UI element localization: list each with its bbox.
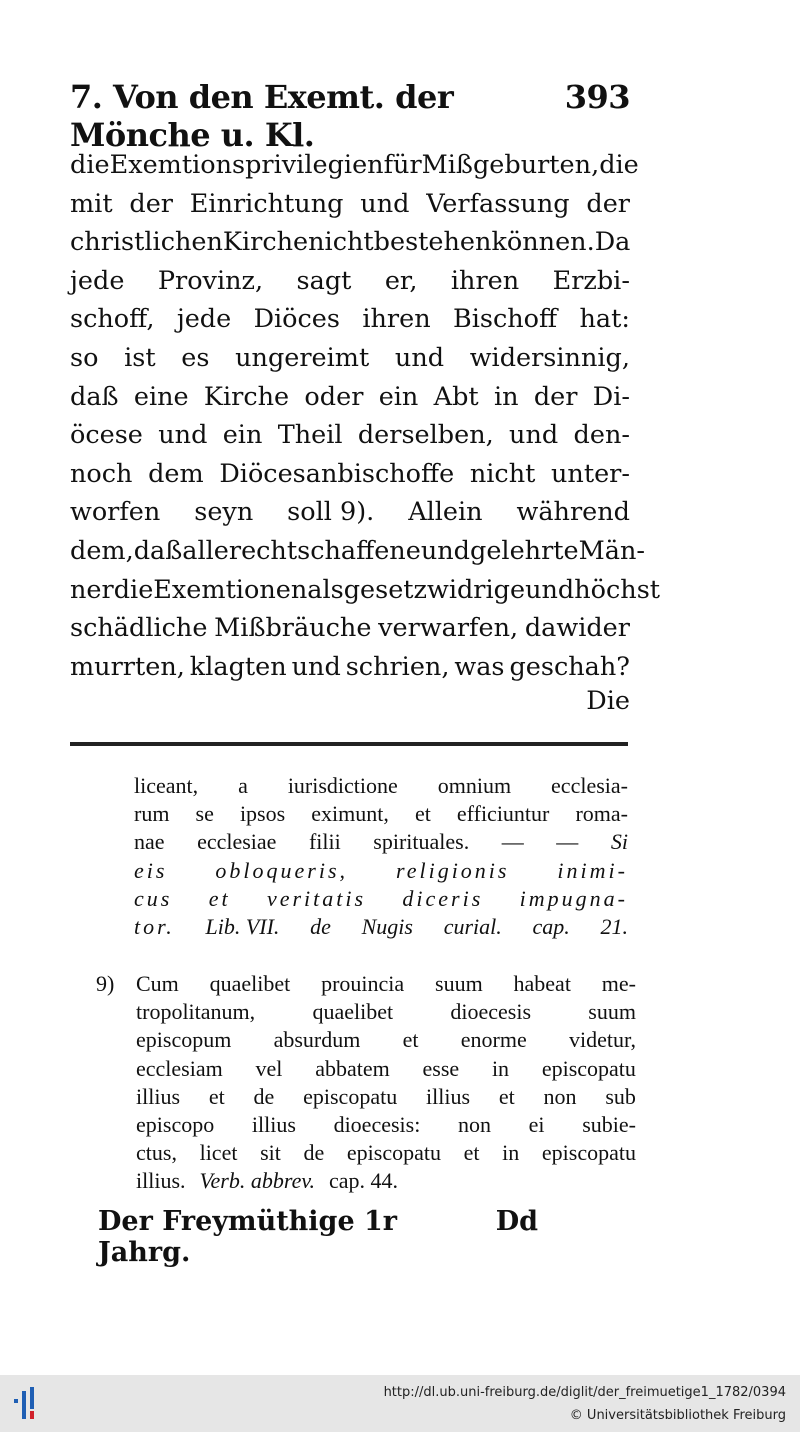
word: geschah? <box>509 651 630 682</box>
word: ecclesiam <box>136 1055 223 1081</box>
text-line <box>70 609 630 648</box>
word: liceant, <box>134 773 199 798</box>
word: ipsos <box>239 801 286 827</box>
text-line <box>70 455 630 494</box>
word: me- <box>601 971 636 996</box>
word: eine <box>133 381 189 412</box>
text-line <box>96 970 636 998</box>
word: während <box>516 497 630 528</box>
word: schrien, <box>345 651 450 682</box>
word: öcese <box>70 420 143 451</box>
word: Nugis <box>361 913 413 939</box>
library-logo-icon <box>12 1385 42 1421</box>
word: enorme <box>460 1027 527 1053</box>
word: roma- <box>575 801 628 827</box>
word: dioecesis <box>450 999 532 1025</box>
word: suum <box>435 971 483 996</box>
word: ungereimt <box>235 342 370 373</box>
word: bestehen <box>373 227 492 258</box>
word: subie- <box>582 1111 636 1137</box>
word: abbatem <box>315 1055 390 1081</box>
text-line <box>134 828 628 856</box>
word: und <box>360 188 410 219</box>
word: ctus, <box>136 1140 177 1166</box>
word: episcopatu <box>541 1140 636 1166</box>
word: absurdum <box>273 1027 361 1053</box>
viewer-bar <box>0 1375 800 1432</box>
word: non <box>543 1083 577 1109</box>
word: de <box>253 1083 275 1109</box>
word: was <box>454 651 505 682</box>
word: non <box>458 1111 491 1137</box>
word: schädliche <box>70 613 208 644</box>
running-title: 7. Von den Exemt. der Mönche u. Kl. <box>70 78 454 154</box>
word: ner <box>70 574 114 605</box>
word: tropolitanum, <box>136 999 256 1025</box>
word: dioecesis: <box>333 1111 421 1137</box>
word: spirituales. <box>373 829 470 855</box>
word: Provinz, <box>157 265 264 296</box>
word: efficiuntur <box>456 801 550 827</box>
word: Kirche <box>222 227 309 258</box>
text-line <box>96 1167 636 1195</box>
word: Verb. abbrev. <box>199 1168 315 1194</box>
word: als <box>307 574 344 605</box>
word: eximunt, <box>311 801 389 827</box>
word: daß <box>133 535 183 566</box>
word: a <box>238 773 248 798</box>
word: dem, <box>70 535 134 566</box>
word: illius <box>426 1083 471 1109</box>
text-line <box>70 532 645 571</box>
word: Diöces <box>253 304 340 335</box>
word: gelehrte <box>470 535 579 566</box>
word: eis <box>134 857 168 883</box>
permalink-url[interactable]: http://dl.ub.uni-freiburg.de/diglit/der_freimuetige1_1782/0394 <box>383 1385 786 1400</box>
word: derselben, <box>357 420 494 451</box>
word: und <box>291 651 341 682</box>
word: jede <box>70 265 125 296</box>
word: ihren <box>450 265 520 296</box>
text-line <box>96 1026 636 1054</box>
word: religionis <box>395 857 510 883</box>
word: noch <box>70 458 133 489</box>
word: Bischoff <box>452 304 558 335</box>
word: illius <box>251 1111 296 1137</box>
word: tor. <box>134 913 175 939</box>
word: curial. <box>443 913 502 939</box>
word: unter- <box>551 458 630 489</box>
word: ecclesia- <box>551 773 628 798</box>
word: dawider <box>524 613 630 644</box>
page-footer <box>98 1206 538 1268</box>
word: nicht <box>308 227 374 258</box>
word: die <box>599 150 639 180</box>
word: sit <box>260 1140 281 1166</box>
text-line <box>70 648 630 687</box>
word: für <box>383 150 422 180</box>
word: videtur, <box>569 1027 636 1053</box>
text-line <box>134 913 628 941</box>
word: cap. <box>532 913 570 939</box>
word: verwarfen, <box>378 613 519 644</box>
word: worfen <box>70 497 161 528</box>
text-line <box>70 416 630 455</box>
word: Exemtionen <box>153 574 308 605</box>
word: licet <box>199 1140 238 1166</box>
word: nicht <box>469 458 536 489</box>
word: Erzbi- <box>552 265 630 296</box>
word: 21. <box>600 913 628 939</box>
word: können. <box>491 227 595 258</box>
word: ei <box>528 1111 545 1137</box>
text-line <box>134 800 628 828</box>
word: iurisdictione <box>287 773 398 798</box>
word: — <box>556 829 579 855</box>
word: prouincia <box>321 971 405 996</box>
word: Da <box>594 227 631 258</box>
word: daß <box>70 381 119 412</box>
word: oder <box>304 381 364 412</box>
word: höchst <box>574 574 661 605</box>
word: et <box>414 801 431 827</box>
word: episcopo <box>136 1111 215 1137</box>
text-line <box>70 339 630 378</box>
word: se <box>195 801 214 827</box>
word: und <box>525 574 575 605</box>
word: quaelibet <box>312 999 394 1025</box>
word: et <box>402 1027 419 1053</box>
word: und <box>420 535 470 566</box>
catchword: Die <box>586 686 630 716</box>
word: Lib. VII. <box>205 913 280 939</box>
word: ein <box>222 420 263 451</box>
word: et <box>208 1083 225 1109</box>
word: diceris <box>402 885 484 911</box>
text-line <box>70 262 630 301</box>
word: habeat <box>513 971 571 996</box>
word: suum <box>588 999 636 1025</box>
word: in <box>491 1055 510 1081</box>
word: — <box>501 829 524 855</box>
word: cus <box>134 885 173 911</box>
word: Exemtionsprivilegien <box>109 150 384 180</box>
word: de <box>303 1140 325 1166</box>
word: die <box>113 574 154 605</box>
text-line <box>96 1083 636 1111</box>
word: christlichen <box>70 227 223 258</box>
word: et <box>208 885 231 911</box>
word: und <box>158 420 208 451</box>
word: und <box>394 342 445 373</box>
word: Verfassung <box>426 188 570 219</box>
word: esse <box>422 1055 460 1081</box>
word: episcopatu <box>541 1055 636 1081</box>
word: Män- <box>578 535 645 566</box>
word: in <box>502 1140 520 1166</box>
page-number: 393 <box>564 78 630 116</box>
word: Diöcesanbischoffe <box>219 458 455 489</box>
text-line <box>96 1139 636 1167</box>
text-line <box>70 300 630 339</box>
word: impugna- <box>519 885 628 911</box>
word: hat: <box>579 304 630 335</box>
word: und <box>509 420 559 451</box>
text-line <box>70 185 630 224</box>
copyright-notice: © Universitätsbibliothek Freiburg <box>569 1408 786 1423</box>
word: Einrichtung <box>189 188 344 219</box>
word: ihren <box>362 304 431 335</box>
word: ein <box>378 381 419 412</box>
footnote-9 <box>96 970 636 1196</box>
text-line <box>70 493 630 532</box>
word: klagten <box>189 651 287 682</box>
word: Di- <box>592 381 630 412</box>
word: der <box>533 381 578 412</box>
word: in <box>493 381 519 412</box>
word: der <box>129 188 173 219</box>
word: sub <box>605 1083 636 1109</box>
word: illius. <box>136 1168 186 1194</box>
word: illius <box>136 1083 181 1109</box>
word: cap. 44. <box>328 1168 399 1194</box>
word: den- <box>573 420 630 451</box>
footnote-separator-rule <box>70 742 628 746</box>
line-words <box>136 970 636 998</box>
word: murrten, <box>70 651 185 682</box>
word: vel <box>255 1055 283 1081</box>
word: inimi- <box>557 857 628 883</box>
word: ist <box>124 342 156 373</box>
word: alle <box>182 535 229 566</box>
word: nae <box>134 829 165 855</box>
word: et <box>463 1140 480 1166</box>
main-text <box>70 146 661 686</box>
word: episcopum <box>136 1027 232 1053</box>
text-line <box>134 885 628 913</box>
word: mit <box>70 188 113 219</box>
text-line <box>70 378 630 417</box>
word: sagt <box>296 265 352 296</box>
text-line <box>70 223 630 262</box>
word: omnium <box>437 773 512 798</box>
word: schoff, <box>70 304 155 335</box>
word: die <box>70 150 110 180</box>
word: es <box>181 342 210 373</box>
word: Mißbräuche <box>214 613 372 644</box>
footnote-number: 9) <box>96 971 115 996</box>
word: seyn <box>194 497 254 528</box>
signature-line: Der Freymüthige 1r Jahrg. <box>98 1206 398 1268</box>
footnote-continued <box>134 772 628 941</box>
word: der <box>586 188 630 219</box>
word: Kirche <box>203 381 290 412</box>
word: widersinnig, <box>469 342 630 373</box>
word: rechtschaffene <box>228 535 421 566</box>
word: Mißgeburten, <box>421 150 600 180</box>
word: dem <box>148 458 204 489</box>
word: filii <box>308 829 341 855</box>
running-header <box>70 78 630 154</box>
catchword-line <box>70 686 630 725</box>
word: quaelibet <box>209 971 291 996</box>
word: obloqueris, <box>215 857 349 883</box>
word: veritatis <box>266 885 367 911</box>
word: soll 9). <box>287 497 375 528</box>
word: episcopatu <box>346 1140 441 1166</box>
text-line <box>134 772 628 800</box>
text-line <box>70 146 639 185</box>
text-line <box>134 857 628 885</box>
word: ecclesiae <box>197 829 277 855</box>
text-line <box>70 571 661 610</box>
word: Si <box>610 829 628 855</box>
word: Cum <box>136 971 179 996</box>
word: de <box>310 913 331 939</box>
sheet-mark: Dd <box>495 1206 538 1237</box>
word: er, <box>384 265 418 296</box>
word: gesetzwidrige <box>343 574 526 605</box>
word: Theil <box>277 420 343 451</box>
word: rum <box>134 801 170 827</box>
word: episcopatu <box>303 1083 398 1109</box>
word: Abt <box>433 381 479 412</box>
text-line <box>96 998 636 1026</box>
word: et <box>498 1083 515 1109</box>
word: so <box>70 342 99 373</box>
word: jede <box>176 304 232 335</box>
text-line <box>96 1111 636 1139</box>
text-line <box>96 1055 636 1083</box>
word: Allein <box>408 497 483 528</box>
